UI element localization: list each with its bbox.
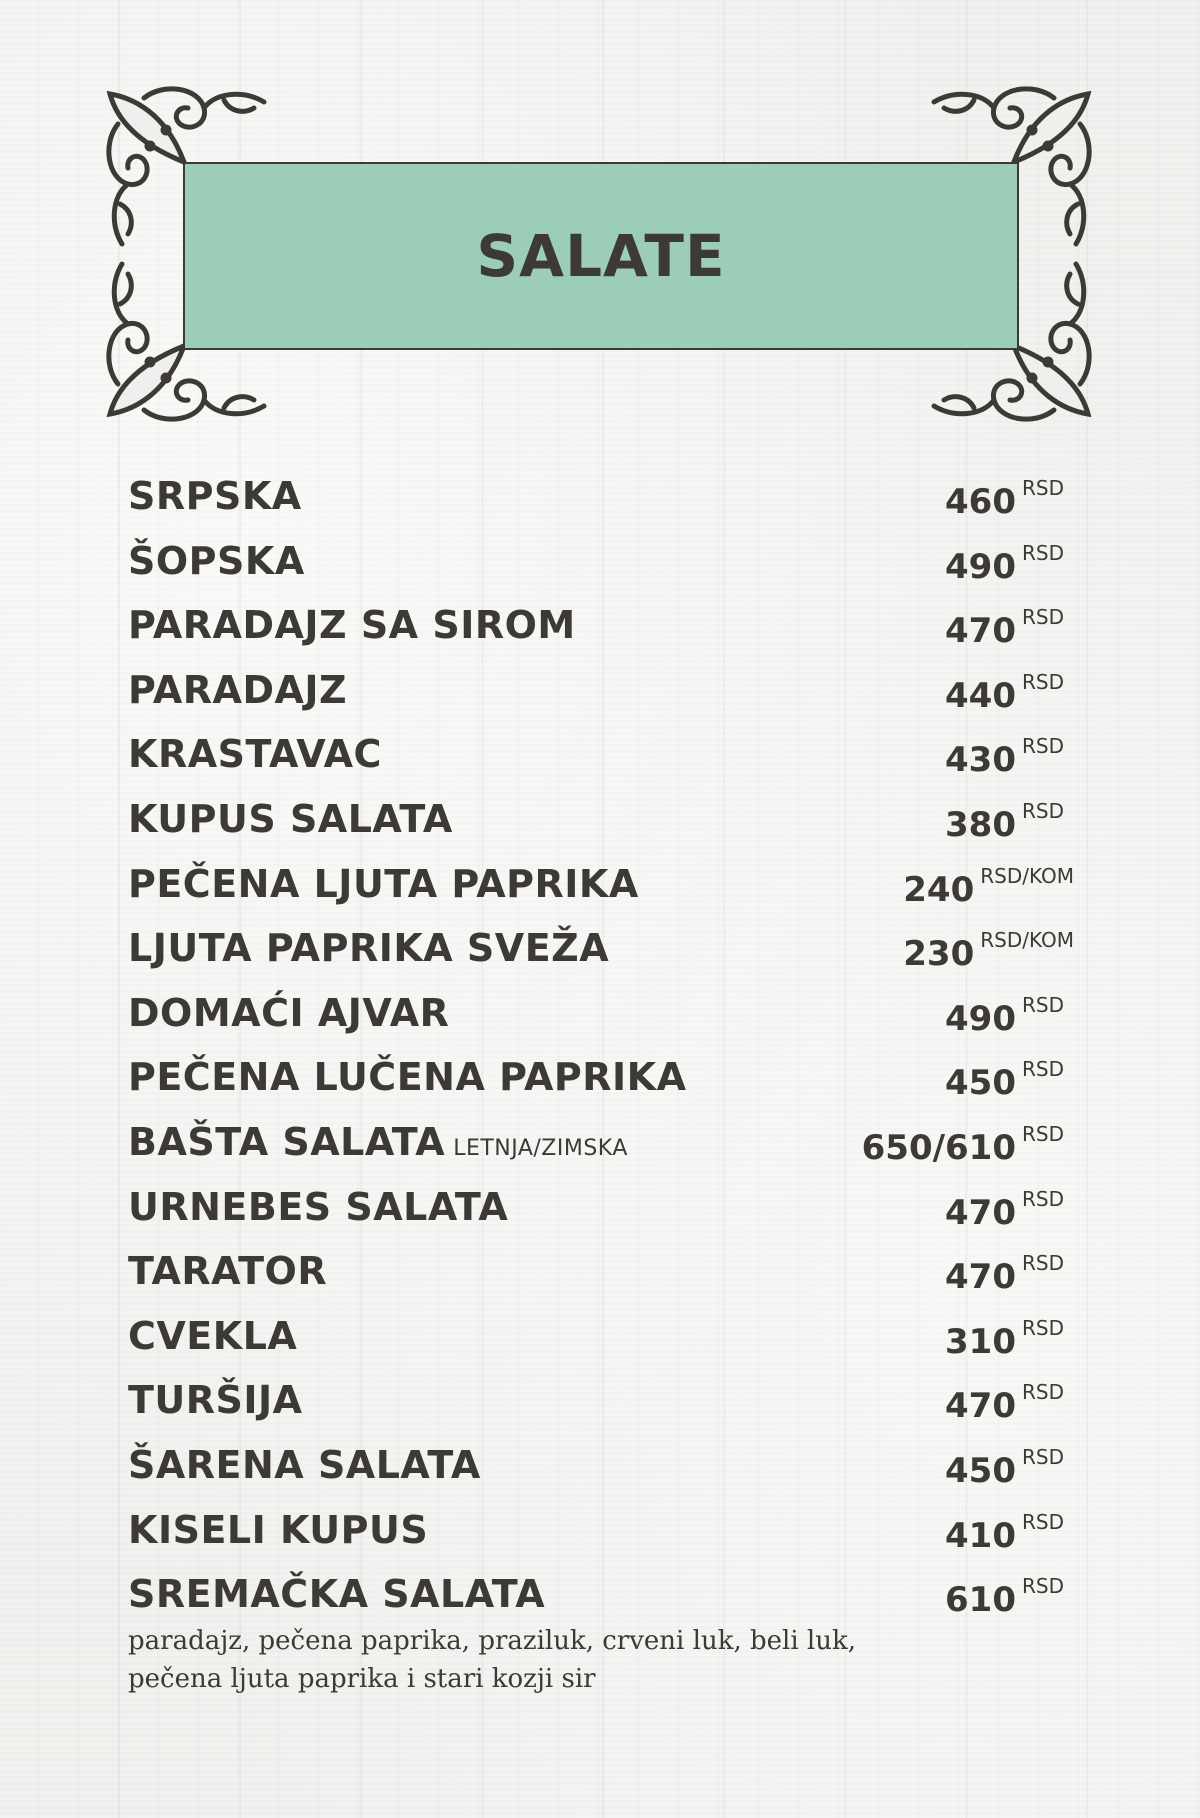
- item-price: 610: [945, 1580, 1016, 1621]
- menu-item-srpska: [128, 466, 1074, 531]
- price-block: [945, 789, 1074, 855]
- item-name: PEČENA LUČENA PAPRIKA: [128, 1055, 687, 1100]
- price-unit: RSD: [1022, 1186, 1064, 1211]
- price-block: [903, 854, 1074, 920]
- price-block: [945, 595, 1074, 661]
- item-name: PARADAJZ: [128, 667, 348, 712]
- price-unit: RSD: [1022, 734, 1064, 759]
- price-unit: RSD: [1022, 1251, 1064, 1276]
- menu-item-ljuta-paprika-sveza: [128, 918, 1074, 983]
- item-price: 230: [903, 934, 975, 975]
- price-block: [945, 1177, 1074, 1243]
- price-unit: RSD: [1022, 476, 1064, 500]
- item-name: KUPUS SALATA: [128, 796, 453, 841]
- item-note: LETNJA/ZIMSKA: [453, 1135, 628, 1161]
- menu-item-sremacka-salata: [128, 1564, 1074, 1629]
- price-block: [903, 918, 1074, 984]
- item-price: 240: [903, 869, 975, 910]
- price-unit: RSD: [1022, 1509, 1064, 1534]
- menu-item-kupus-salata: [128, 789, 1074, 854]
- item-name: PARADAJZ SA SIROM: [128, 603, 576, 648]
- item-name: TARATOR: [128, 1249, 328, 1294]
- item-price: 490: [945, 546, 1016, 587]
- price-unit: RSD/KOM: [980, 928, 1074, 953]
- price-unit: RSD: [1022, 1380, 1064, 1405]
- menu-item-kiseli-kupus: [128, 1500, 1074, 1565]
- item-price: 310: [945, 1321, 1016, 1362]
- description-line-1: paradajz, pečena paprika, praziluk, crveni luk, beli luk,: [128, 1626, 856, 1656]
- item-price: 450: [945, 1063, 1016, 1104]
- menu-item-basta-salata: [128, 1112, 1074, 1177]
- item-name: URNEBES SALATA: [128, 1184, 509, 1229]
- menu-list: [128, 466, 1074, 1629]
- price-unit: RSD: [1022, 605, 1064, 630]
- price-block: [945, 660, 1074, 726]
- price-unit: RSD: [1022, 540, 1064, 565]
- price-unit: RSD: [1022, 798, 1064, 823]
- price-unit: RSD: [1022, 669, 1064, 694]
- menu-item-pecena-ljuta-paprika: [128, 854, 1074, 919]
- item-price: 450: [945, 1450, 1016, 1491]
- menu-item-tarator: [128, 1241, 1074, 1306]
- price-block: [945, 1047, 1074, 1113]
- menu-item-urnebes-salata: [128, 1177, 1074, 1242]
- item-price: 460: [945, 482, 1016, 522]
- header-frame: [104, 84, 1094, 424]
- price-unit: RSD/KOM: [980, 863, 1074, 888]
- item-price: 430: [945, 740, 1016, 781]
- menu-item-tursija: [128, 1370, 1074, 1435]
- price-block: [862, 1112, 1074, 1178]
- menu-item-paradajz-sa-sirom: [128, 595, 1074, 660]
- item-price: 410: [945, 1515, 1016, 1556]
- price-block: [945, 983, 1074, 1049]
- description-line-2: pečena ljuta paprika i stari kozji sir: [128, 1664, 596, 1694]
- price-unit: RSD: [1022, 1574, 1064, 1599]
- item-price: 650/610: [861, 1127, 1016, 1168]
- item-description: [128, 1622, 1028, 1698]
- item-name: PEČENA LJUTA PAPRIKA: [128, 861, 639, 906]
- price-unit: RSD: [1022, 1315, 1064, 1340]
- price-block: [945, 1564, 1074, 1630]
- item-name: LJUTA PAPRIKA SVEŽA: [128, 926, 610, 971]
- item-name: CVEKLA: [128, 1313, 298, 1358]
- item-price: 470: [945, 1192, 1016, 1233]
- item-price: 490: [945, 998, 1016, 1039]
- item-name: [128, 1112, 628, 1179]
- price-block: [945, 1306, 1074, 1372]
- item-price: 440: [945, 675, 1016, 716]
- title-banner: [183, 162, 1019, 350]
- menu-item-sopska: [128, 531, 1074, 596]
- price-unit: RSD: [1022, 1057, 1064, 1082]
- item-name: SRPSKA: [128, 474, 302, 518]
- item-name: ŠARENA SALATA: [128, 1442, 481, 1487]
- menu-item-paradajz: [128, 660, 1074, 725]
- item-name: ŠOPSKA: [128, 538, 305, 583]
- page-title: SALATE: [476, 222, 726, 290]
- price-block: [945, 1500, 1074, 1566]
- item-price: 470: [945, 1257, 1016, 1298]
- price-block: [945, 531, 1074, 597]
- price-block: [945, 724, 1074, 790]
- item-price: 380: [945, 804, 1016, 845]
- price-block: [945, 1435, 1074, 1501]
- price-block: [945, 1241, 1074, 1307]
- menu-item-krastavac: [128, 724, 1074, 789]
- item-price: 470: [945, 1386, 1016, 1427]
- menu-item-sarena-salata: [128, 1435, 1074, 1500]
- price-block: [945, 466, 1074, 532]
- item-name: DOMAĆI AJVAR: [128, 990, 450, 1035]
- price-block: [945, 1370, 1074, 1436]
- item-name: KRASTAVAC: [128, 732, 382, 777]
- item-name: SREMAČKA SALATA: [128, 1572, 546, 1617]
- menu-item-pecena-lucena-paprika: [128, 1047, 1074, 1112]
- item-name: TURŠIJA: [128, 1378, 303, 1423]
- menu-item-domaci-ajvar: [128, 983, 1074, 1048]
- price-unit: RSD: [1022, 1121, 1064, 1146]
- menu-item-cvekla: [128, 1306, 1074, 1371]
- item-name-text: BAŠTA SALATA: [128, 1119, 446, 1164]
- price-unit: RSD: [1022, 992, 1064, 1017]
- price-unit: RSD: [1022, 1444, 1064, 1469]
- item-price: 470: [945, 611, 1016, 652]
- item-name: KISELI KUPUS: [128, 1507, 429, 1552]
